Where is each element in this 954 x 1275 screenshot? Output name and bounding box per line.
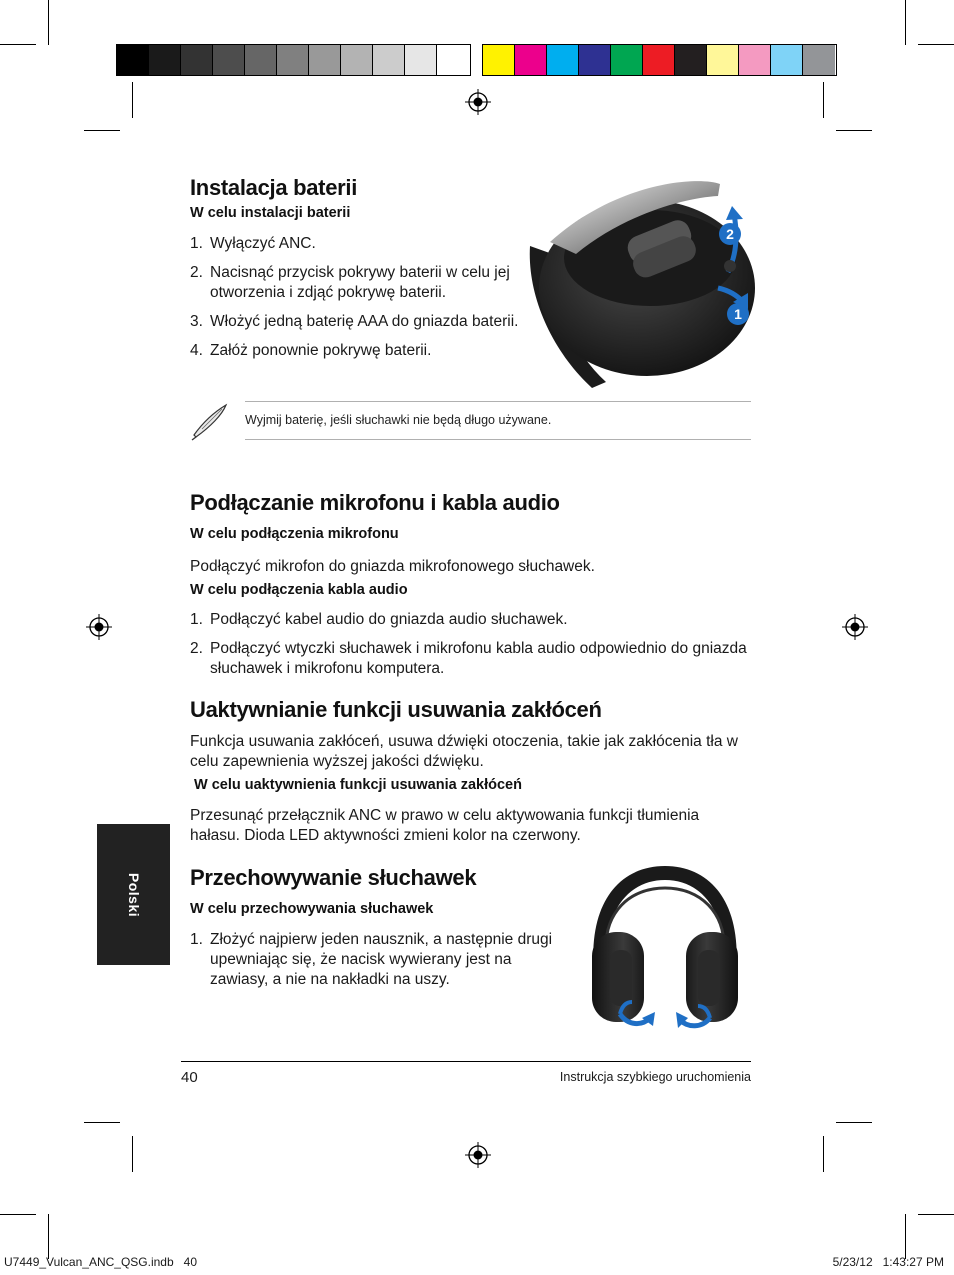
mic-text: Podłączyć mikrofon do gniazda mikrofonowego słuchawek. — [190, 558, 595, 575]
grayscale-swatch — [405, 45, 437, 75]
footer-guide-title: Instrukcja szybkiego uruchomienia — [559, 1070, 751, 1084]
cable-subtitle: W celu podłączenia kabla audio — [190, 582, 408, 598]
battery-note: Wyjmij baterię, jeśli słuchawki nie będą długo używane. — [245, 413, 552, 427]
list-item: 1. Złożyć najpierw jeden nausznik, a następnie drugi upewniając się, że nacisk wywierany jest na zawiasy, a nie na nakładki na uszy. — [190, 931, 553, 988]
grayscale-swatch — [277, 45, 309, 75]
list-item: 1. Podłączyć kabel audio do gniazda audio słuchawek. — [190, 611, 568, 628]
registration-mark-icon — [842, 614, 868, 640]
process-swatch — [771, 45, 803, 75]
storage-section-title: Przechowywanie słuchawek — [190, 865, 477, 890]
process-swatch — [803, 45, 835, 75]
grayscale-swatch — [213, 45, 245, 75]
page-number: 40 — [181, 1069, 198, 1086]
battery-compartment-illustration — [522, 176, 758, 390]
note-rule-bottom — [245, 439, 751, 440]
footer-rule — [181, 1061, 751, 1062]
process-color-bar — [482, 44, 837, 76]
list-item: 1. Wyłączyć ANC. — [190, 235, 316, 252]
storage-subtitle: W celu przechowywania słuchawek — [190, 901, 434, 917]
anc-text: Przesunąć przełącznik ANC w prawo w celu aktywowania funkcji tłumienia hałasu. Dioda LED aktywności zmieni kolor na czerwony. — [190, 807, 700, 844]
battery-steps — [190, 234, 520, 361]
list-item: 4. Załóż ponownie pokrywę baterii. — [190, 342, 432, 359]
process-swatch — [675, 45, 707, 75]
process-swatch — [739, 45, 771, 75]
battery-section-title: Instalacja baterii — [190, 175, 358, 200]
cable-steps — [190, 610, 750, 679]
grayscale-swatch — [341, 45, 373, 75]
grayscale-swatch — [373, 45, 405, 75]
grayscale-swatch — [149, 45, 181, 75]
process-swatch — [547, 45, 579, 75]
grayscale-swatch — [181, 45, 213, 75]
slug-file-name: U7449_Vulcan_ANC_QSG.indb 40 — [4, 1255, 198, 1269]
registration-mark-icon — [465, 1142, 491, 1168]
process-swatch — [707, 45, 739, 75]
note-pen-icon — [188, 401, 230, 441]
folding-headphones-illustration — [580, 862, 750, 1042]
registration-mark-icon — [86, 614, 112, 640]
mic-section-title: Podłączanie mikrofonu i kabla audio — [190, 490, 560, 515]
anc-section-title: Uaktywnianie funkcji usuwania zakłóceń — [190, 697, 602, 722]
step-badge-2: 2 — [719, 223, 741, 245]
storage-steps — [190, 930, 555, 990]
process-swatch — [483, 45, 515, 75]
process-swatch — [515, 45, 547, 75]
grayscale-swatch — [245, 45, 277, 75]
process-swatch — [643, 45, 675, 75]
anc-intro: Funkcja usuwania zakłóceń, usuwa dźwięki otoczenia, takie jak zakłócenia tła w celu zapewnienia wyższej jakości dźwięku. — [190, 733, 738, 770]
grayscale-color-bar — [116, 44, 471, 76]
language-side-tab: Polski — [97, 824, 170, 965]
anc-subtitle: W celu uaktywnienia funkcji usuwania zakłóceń — [194, 777, 522, 793]
note-rule-top — [245, 401, 751, 402]
list-item: 2. Nacisnąć przycisk pokrywy baterii w celu jej otworzenia i zdjąć pokrywę baterii. — [190, 264, 510, 301]
mic-subtitle: W celu podłączenia mikrofonu — [190, 526, 399, 542]
grayscale-swatch — [437, 45, 469, 75]
step-badge-1: 1 — [727, 303, 749, 325]
list-item: 3. Włożyć jedną baterię AAA do gniazda baterii. — [190, 313, 519, 330]
slug-date-time: 5/23/12 1:43:27 PM — [832, 1255, 944, 1269]
process-swatch — [611, 45, 643, 75]
grayscale-swatch — [309, 45, 341, 75]
list-item: 2. Podłączyć wtyczki słuchawek i mikrofonu kabla audio odpowiednio do gniazda słuchawek i mikrofonu komputera. — [190, 640, 747, 677]
registration-mark-icon — [465, 89, 491, 115]
grayscale-swatch — [117, 45, 149, 75]
process-swatch — [579, 45, 611, 75]
battery-subtitle: W celu instalacji baterii — [190, 205, 351, 221]
